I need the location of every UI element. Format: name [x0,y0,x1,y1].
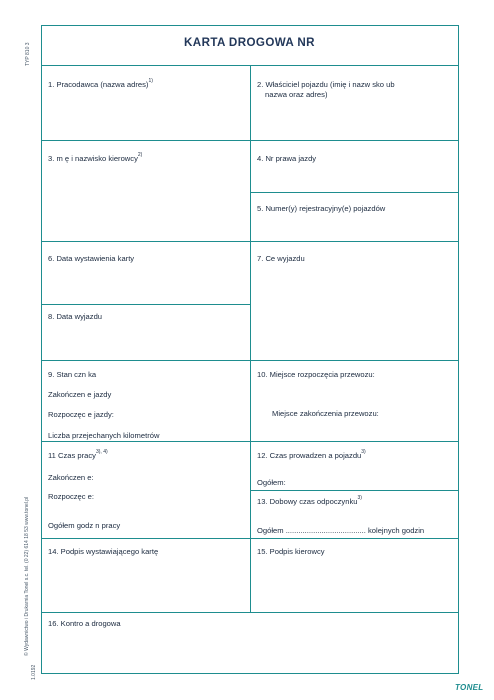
field-7-area[interactable] [251,265,458,359]
field-2-area[interactable] [251,101,458,139]
field-3-area[interactable] [42,166,250,240]
field-4-area[interactable] [251,166,458,191]
field-10-label: 10. Miejsce rozpoczęcia przewozu: [257,370,375,379]
rule-row7 [41,612,459,613]
field-10-end-place: Miejsce zakończenia przewozu: [272,409,379,418]
field-6-label: 6. Data wystawienia karty [48,254,135,263]
field-8-area[interactable] [42,323,250,359]
frame-top [41,25,459,26]
field-15-label: 15. Podpis kierowcy [257,547,325,556]
field-5-area[interactable] [251,215,458,240]
field-14-label: 14. Podpis wystawiającego kartę [48,547,159,556]
field-14-signature-area[interactable] [42,558,250,611]
field-1-area[interactable] [42,92,250,139]
rule-l8 [41,304,250,305]
field-9-label: 9. Stan czn ka [48,370,97,379]
field-13-total: Ogółem ...................................... kolejnych godzin [257,526,425,535]
field-9-km: Liczba przejechanych kilometrów [48,431,160,440]
field-15-signature-area[interactable] [251,558,458,611]
field-11-end: Zakończen e: [48,473,94,482]
field-5-label: 5. Numer(y) rejestracyjny(e) pojazdów [257,204,386,213]
field-16-label: 16. Kontro a drogowa [48,619,121,628]
field-2-label: 2. Właściciel pojazdu (imię i nazw sko ub [257,80,395,89]
field-11-label: 11 Czas pracy$^{3), 4)}$ [48,449,108,460]
publisher-imprint: © Wydawnictwo i Drukarnia Tonel s.c. tel. (0 22) 614 18 53 www.tonel.pl [24,496,30,656]
brand-logo: TONEL [455,683,484,692]
frame-right [458,25,459,674]
form-title: KARTA DROGOWA NR [184,36,315,49]
field-9-start: Rozpoczęc e jazdy: [48,410,114,419]
field-12-label: 12. Czas prowadzen a pojazdu$^{3)}$ [257,449,366,460]
field-6-area[interactable] [42,265,250,303]
frame-bottom [41,673,459,674]
field-7-label: 7. Ce wyjazdu [257,254,305,263]
field-13-label: 13. Dobowy czas odpoczynku$^{3)}$ [257,495,362,506]
rule-r5 [250,192,459,193]
field-1-label: 1. Pracodawca (nazwa adres)$^{1)}$ [48,78,153,89]
field-3-label: 3. m ę i nazwisko kierowcy$^{2)}$ [48,152,143,163]
field-11-total: Ogółem godz n pracy [48,521,121,530]
field-11-start: Rozpoczęc e: [48,492,95,501]
rule-r13 [250,490,459,491]
field-12-total: Ogółem: [257,478,286,487]
field-4-label: 4. Nr prawa jazdy [257,154,317,163]
field-16-area[interactable] [42,630,458,672]
form-number: 1.0192 [31,664,37,680]
field-8-label: 8. Data wyjazdu [48,312,103,321]
form-type-code: TYP 810 3 [25,42,31,66]
field-9-end: Zakończen e jazdy [48,390,112,399]
field-2-label-cont: nazwa oraz adres) [265,90,328,99]
